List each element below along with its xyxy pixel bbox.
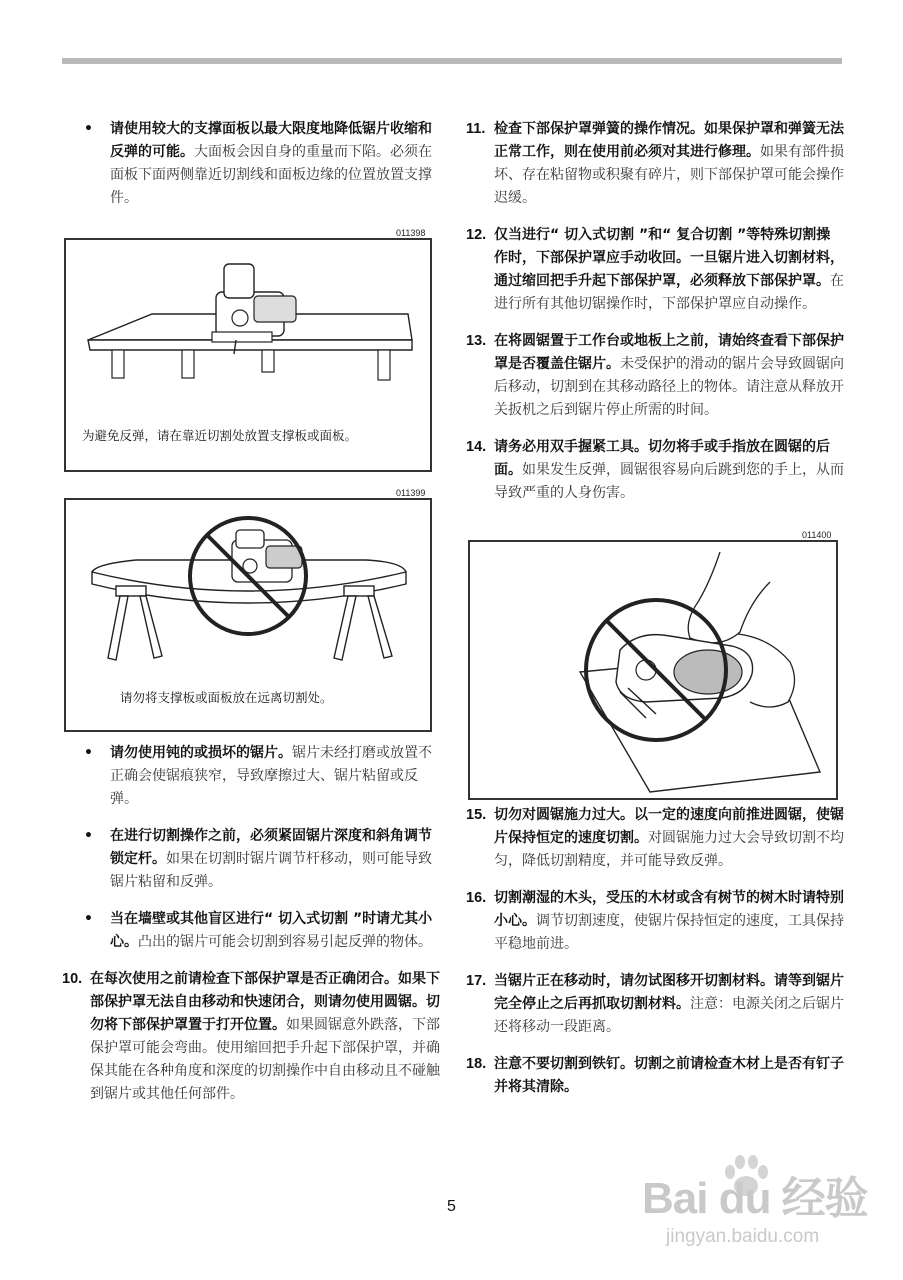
- item-bold-text: 切割潮湿的木头，受压的木材或含有树节的树木时请特别小心。: [494, 890, 844, 929]
- saw-on-sagging-board-illustration: [66, 500, 430, 690]
- figure-caption: 为避免反弹，请在靠近切割处放置支撑板或面板。: [82, 428, 358, 443]
- item-number: 15.: [466, 807, 487, 823]
- figure-support-far-from-cut: [64, 498, 432, 732]
- item-13: [466, 330, 844, 422]
- item-number: 10.: [62, 971, 83, 987]
- bullet-plunge-cut-walls: [62, 908, 442, 954]
- right-column: [466, 118, 844, 519]
- bullet-bold-text: 请使用较大的支撑面板以最大限度地降低锯片收缩和反弹的可能。: [110, 121, 432, 160]
- item-15: [466, 804, 844, 873]
- item-bold-text: 在每次使用之前请检查下部保护罩是否正确闭合。如果下部保护罩无法自由移动和快速闭合，则请勿使用圆锯。切勿将下部保护罩置于打开位置。: [90, 971, 440, 1033]
- figure-support-near-cut: [64, 238, 432, 472]
- item-bold-text: 在将圆锯置于工作台或地板上之前，请始终查看下部保护罩是否覆盖住锯片。: [494, 333, 844, 372]
- baidu-watermark: [620, 1148, 890, 1274]
- item-17: [466, 970, 844, 1039]
- item-number: 11.: [466, 121, 486, 137]
- item-bold-text: 注意不要切割到铁钉。切割之前请检查木材上是否有钉子并将其清除。: [494, 1056, 844, 1095]
- figure-caption: 请勿将支撑板或面板放在远离切割处。: [120, 690, 333, 705]
- watermark-brand: Bai du 经验: [642, 1174, 868, 1223]
- item-number: 18.: [466, 1056, 487, 1072]
- bullet-normal-text: 如果在切割时锯片调节杆移动，则可能导致锯片粘留和反弹。: [110, 851, 432, 890]
- figure-hand-behind-saw: [468, 540, 838, 800]
- watermark-url: jingyan.baidu.com: [666, 1226, 820, 1247]
- item-number: 12.: [466, 227, 487, 243]
- figure-code: 011398: [396, 228, 426, 238]
- bullet-lock-levers: [62, 825, 442, 894]
- item-number: 17.: [466, 973, 487, 989]
- item-bold-text: 检查下部保护罩弹簧的操作情况。如果保护罩和弹簧无法正常工作，则在使用前必须对其进行修理。: [494, 121, 844, 160]
- item-18: [466, 1053, 844, 1099]
- item-normal-text: 调节切割速度，使锯片保持恒定的速度，工具保持平稳地前进。: [494, 913, 844, 952]
- left-column-lower: [62, 742, 442, 1120]
- item-bold-text: 切勿对圆锯施力过大。以一定的速度向前推进圆锯，使锯片保持恒定的速度切割。: [494, 807, 844, 846]
- bullet-bold-text: 请勿使用钝的或损坏的锯片。: [110, 745, 292, 761]
- page-number: 5: [447, 1198, 456, 1215]
- item-number: 14.: [466, 439, 487, 455]
- item-normal-text: 在进行所有其他切锯操作时，下部保护罩应自动操作。: [494, 273, 844, 312]
- item-normal-text: 如果发生反弹，圆锯很容易向后跳到您的手上，从而导致严重的人身伤害。: [494, 462, 844, 501]
- item-10: [62, 968, 442, 1106]
- bullet-marker: •: [84, 121, 93, 137]
- item-normal-text: 未受保护的滑动的锯片会导致圆锯向后移动，切割到在其移动路径上的物体。请注意从释放开关扳机之后到锯片停止所需的时间。: [494, 356, 844, 418]
- item-bold-text: 请务必用双手握紧工具。切勿将手或手指放在圆锯的后面。: [494, 439, 830, 478]
- bullet-dull-blade: [62, 742, 442, 811]
- item-number: 13.: [466, 333, 487, 349]
- hand-behind-saw-illustration: [470, 542, 836, 798]
- bullet-marker: •: [84, 911, 93, 927]
- bullet-bold-text: 当在墙壁或其他盲区进行“ 切入式切割 ”时请尤其小心。: [110, 911, 433, 950]
- figure-code: 011399: [396, 488, 426, 498]
- item-14: [466, 436, 844, 505]
- item-12: [466, 224, 844, 316]
- item-bold-text: 当锯片正在移动时，请勿试图移开切割材料。请等到锯片完全停止之后再抓取切割材料。: [494, 973, 844, 1012]
- bullet-support-panel: [62, 118, 442, 210]
- bullet-bold-text: 在进行切割操作之前，必须紧固锯片深度和斜角调节锁定杆。: [110, 828, 432, 867]
- figure-code: 011400: [802, 530, 832, 540]
- item-normal-text: 如果圆锯意外跌落，下部保护罩可能会弯曲。使用缩回把手升起下部保护罩，并确保其能在各种角度和深度的切割操作中自由移动且不碰触到锯片或其他任何部件。: [90, 1017, 440, 1102]
- item-number: 16.: [466, 890, 487, 906]
- item-normal-text: 如果有部件损坏、存在粘留物或积聚有碎片，则下部保护罩可能会操作迟缓。: [494, 144, 844, 206]
- bullet-marker: •: [84, 745, 93, 761]
- header-rule: [62, 58, 842, 64]
- bullet-normal-text: 锯片未经打磨或放置不正确会使锯痕狭窄，导致摩擦过大、锯片粘留或反弹。: [110, 745, 432, 807]
- item-16: [466, 887, 844, 956]
- item-normal-text: 注意：电源关闭之后锯片还将移动一段距离。: [494, 996, 844, 1035]
- bullet-marker: •: [84, 828, 93, 844]
- item-11: [466, 118, 844, 210]
- left-column: [62, 118, 442, 224]
- item-bold-text: 仅当进行“ 切入式切割 ”和“ 复合切割 ”等特殊切割操作时，下部保护罩应手动收回。一旦锯片进入切割材料，通过缩回把手升起下部保护罩，必须释放下部保护罩。: [494, 227, 844, 289]
- item-normal-text: 对圆锯施力过大会导致切割不均匀，降低切割精度，并可能导致反弹。: [494, 830, 844, 869]
- saw-on-board-illustration: [66, 240, 430, 430]
- bullet-normal-text: 凸出的锯片可能会切割到容易引起反弹的物体。: [138, 934, 432, 950]
- bullet-normal-text: 大面板会因自身的重量而下陷。必须在面板下面两侧靠近切割线和面板边缘的位置放置支撑件。: [110, 144, 432, 206]
- right-column-lower: [466, 804, 844, 1113]
